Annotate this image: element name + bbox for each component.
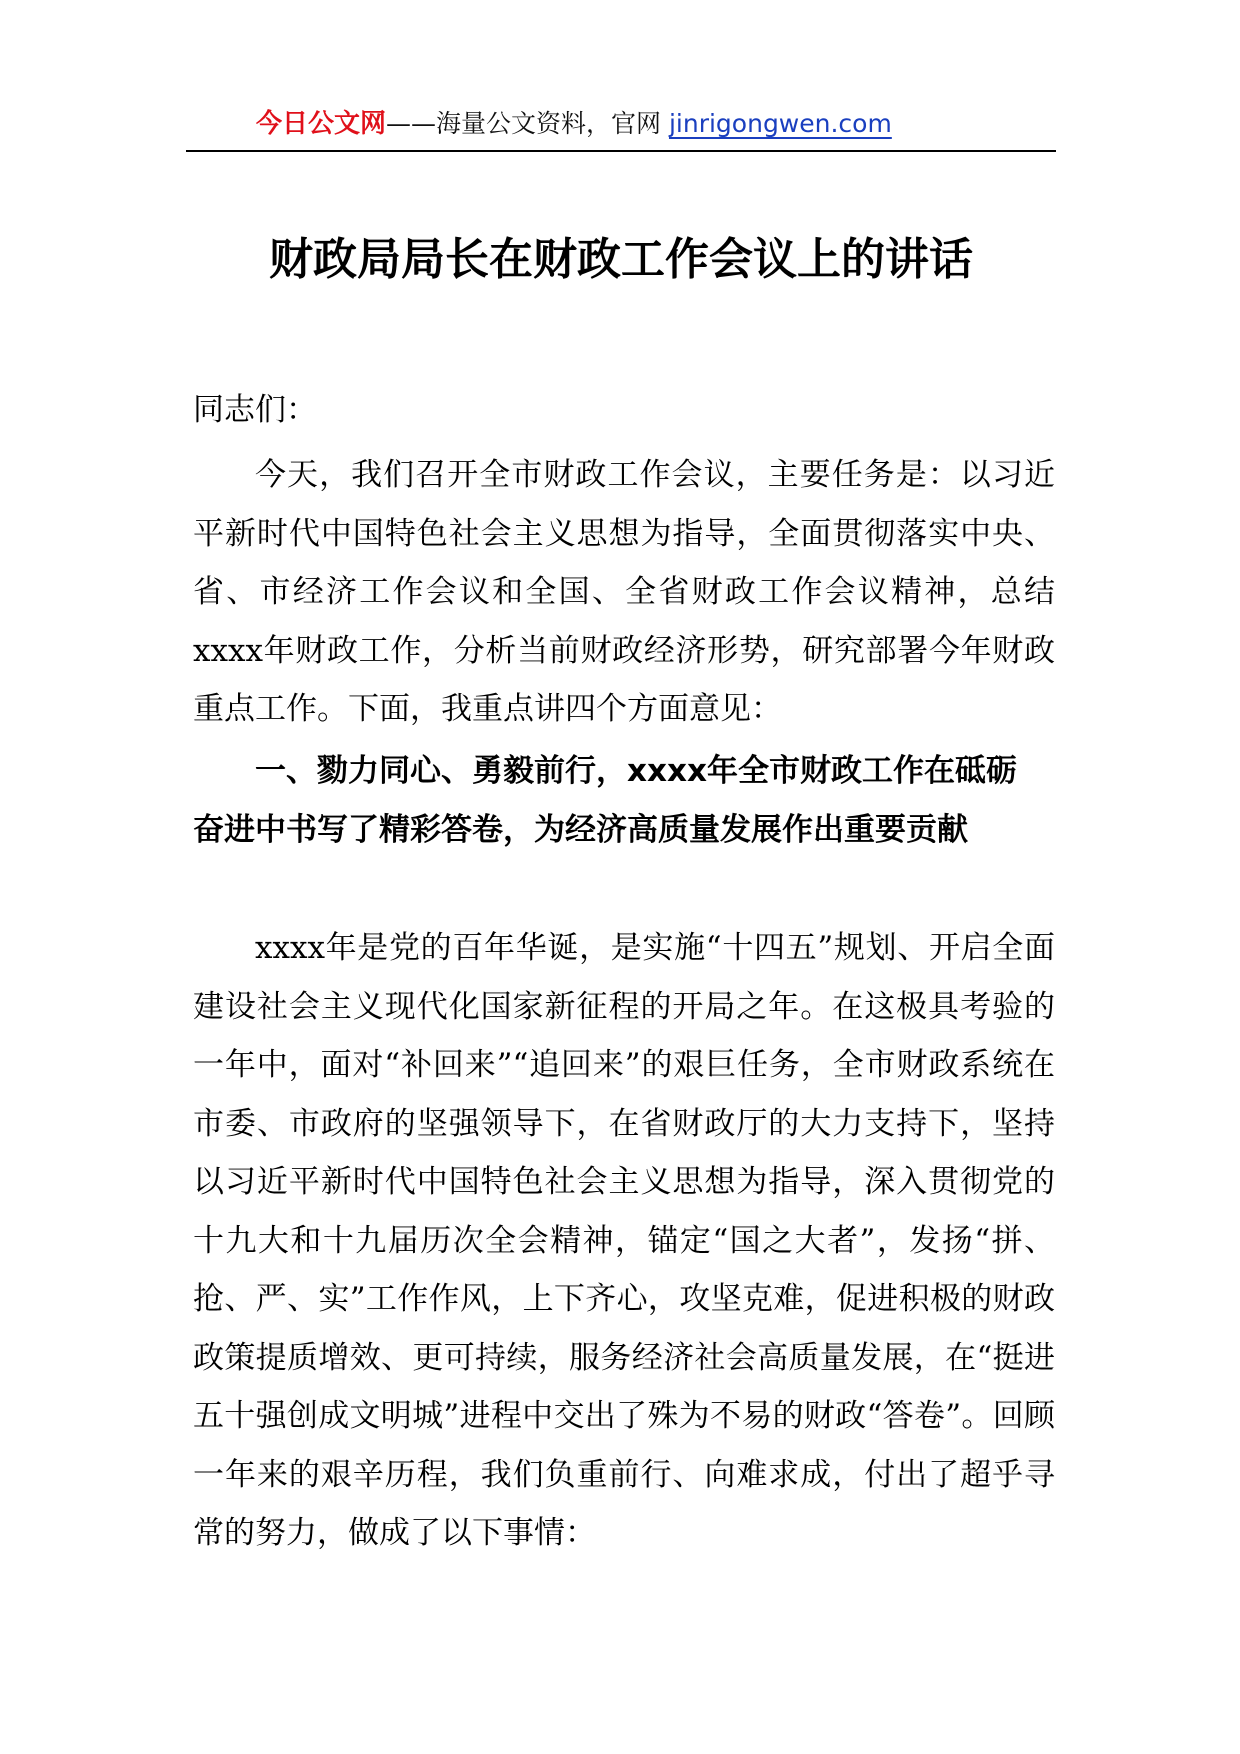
header-divider xyxy=(186,150,1056,152)
intro-paragraph: 今天，我们召开全市财政工作会议，主要任务是：以习近平新时代中国特色社会主义思想为指导，全面贯彻落实中央、省、市经济工作会议和全国、全省财政工作会议精神，总结xxxx年财政工作，分析当前财政经济形势，研究部署今年财政重点工作。下面，我重点讲四个方面意见： xyxy=(193,457,1055,727)
greeting: 同志们： xyxy=(193,392,317,428)
header-tagline: ——海量公文资料，官网 xyxy=(386,109,669,138)
website-link[interactable]: jinrigongwen.com xyxy=(668,109,892,138)
section-heading-1: 一、勠力同心、勇毅前行，xxxx年全市财政工作在砥砺奋进中书写了精彩答卷，为经济高质量发展作出重要贡献 xyxy=(193,753,1017,848)
section-1-paragraph: xxxx年是党的百年华诞，是实施“十四五”规划、开启全面建设社会主义现代化国家新征程的开局之年。在这极具考验的一年中，面对“补回来”“追回来”的艰巨任务，全市财政系统在市委、市政府的坚强领导下，在省财政厅的大力支持下，坚持以习近平新时代中国特色社会主义思想为指导，深入贯彻党的十九大和十九届历次全会精神，锚定“国之大者”，发扬“拼、抢、严、实”工作作风，上下齐心，攻坚克难，促进积极的财政政策提质增效、更可持续，服务经济社会高质量发展，在“挺进五十强创成文明城”进程中交出了殊为不易的财政“答卷”。回顾一年来的艰辛历程，我们负重前行、向难求成，付出了超乎寻常的努力，做成了以下事情： xyxy=(193,930,1055,1551)
brand-name: 今日公文网 xyxy=(256,109,387,139)
page-header xyxy=(186,104,1056,150)
document-title: 财政局局长在财政工作会议上的讲话 xyxy=(269,234,973,285)
header-text xyxy=(256,104,892,144)
